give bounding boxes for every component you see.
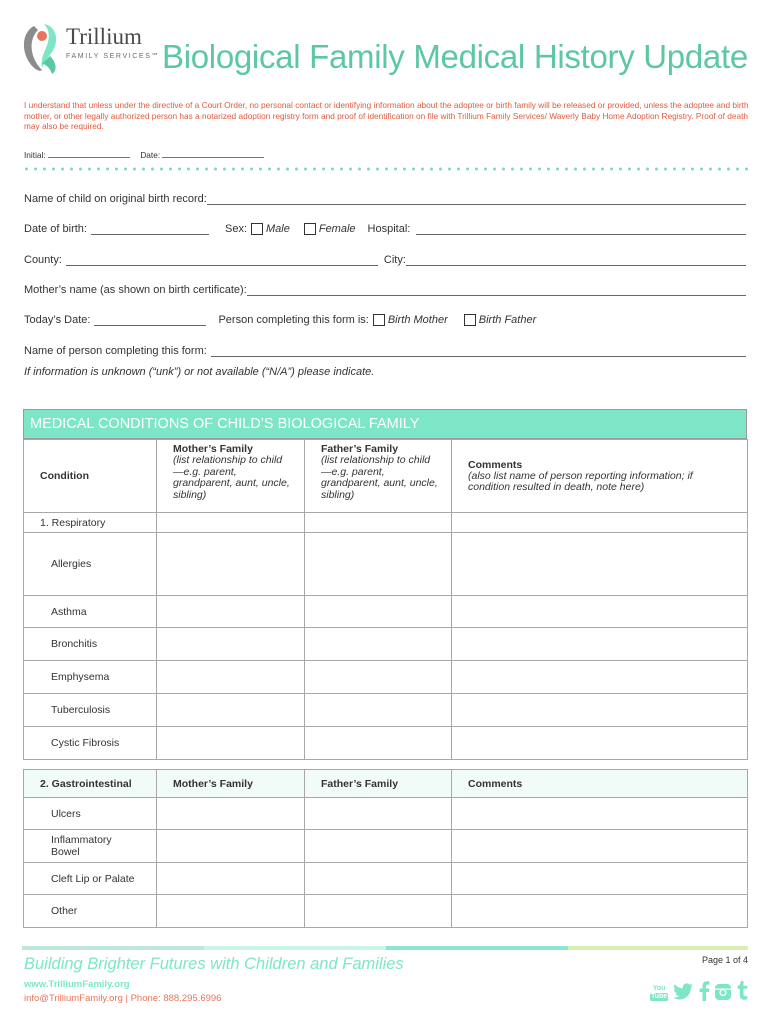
- father-family-header: Father’s Family: [305, 770, 452, 798]
- initial-date-row: [24, 150, 272, 160]
- mother-cell[interactable]: [157, 830, 305, 863]
- condition-cell: Other: [24, 895, 157, 928]
- condition-header: Condition: [24, 440, 157, 513]
- comments-cell[interactable]: [452, 830, 748, 863]
- footer-bar-2: [204, 946, 386, 950]
- condition-cell: Asthma: [24, 596, 157, 628]
- mother-name-label: Mother’s name (as shown on birth certificate):: [24, 284, 247, 296]
- condition-cell: Inflammatory Bowel: [24, 830, 157, 863]
- child-name-field[interactable]: [207, 193, 746, 205]
- father-cell[interactable]: [305, 895, 452, 928]
- footer-tagline: Building Brighter Futures with Children and Families: [24, 955, 404, 973]
- mother-cell[interactable]: [157, 596, 305, 628]
- mother-cell[interactable]: [157, 727, 305, 760]
- condition-cell: Cleft Lip or Palate: [24, 863, 157, 895]
- dob-label: Date of birth:: [24, 223, 87, 235]
- mother-family-title: Mother’s Family: [173, 443, 253, 455]
- mother-family-header: Mother’s Family: [157, 770, 305, 798]
- category-label: 1. Respiratory: [24, 513, 157, 533]
- mother-cell[interactable]: [157, 694, 305, 727]
- county-city-row: [24, 250, 746, 266]
- city-label: City:: [383, 254, 406, 266]
- comments-cell[interactable]: [452, 596, 748, 628]
- date-label: Date:: [140, 150, 161, 160]
- comments-cell[interactable]: [452, 513, 748, 533]
- person-label: Person completing this form is:: [218, 314, 369, 326]
- father-cell[interactable]: [305, 830, 452, 863]
- father-cell[interactable]: [305, 727, 452, 760]
- mother-family-subtitle: (list relationship to child—e.g. parent, grandparent, aunt, uncle, sibling): [173, 454, 290, 501]
- child-name-row: [24, 189, 746, 205]
- father-cell[interactable]: [305, 513, 452, 533]
- table-row: [24, 727, 748, 760]
- dob-row: [24, 219, 746, 235]
- mother-cell[interactable]: [157, 798, 305, 830]
- comments-header: Comments: [452, 770, 748, 798]
- county-field[interactable]: [66, 254, 378, 266]
- gastrointestinal-table: [23, 769, 748, 928]
- today-label: Today’s Date:: [24, 314, 91, 326]
- category-label: 2. Gastrointestinal: [24, 770, 157, 798]
- male-checkbox[interactable]: [251, 223, 263, 235]
- table-row: [24, 661, 748, 694]
- mother-cell[interactable]: [157, 513, 305, 533]
- table-row: [24, 895, 748, 928]
- completer-name-label: Name of person completing this form:: [24, 345, 207, 357]
- comments-title: Comments: [468, 458, 523, 471]
- mother-family-header: [157, 440, 305, 513]
- footer-bar-1: [22, 946, 204, 950]
- condition-cell: Allergies: [24, 533, 157, 596]
- table-row: [24, 830, 748, 863]
- dotted-divider: [22, 167, 748, 171]
- initial-label: Initial:: [24, 150, 46, 160]
- hospital-label: Hospital:: [367, 223, 411, 235]
- father-family-header: [305, 440, 452, 513]
- mother-cell[interactable]: [157, 863, 305, 895]
- table-row: [24, 863, 748, 895]
- birth-father-label: Birth Father: [478, 314, 537, 326]
- social-icons: [650, 981, 748, 1001]
- male-label: Male: [266, 223, 290, 235]
- facebook-icon[interactable]: [698, 981, 710, 1001]
- comments-cell[interactable]: [452, 694, 748, 727]
- page-number: Page 1 of 4: [701, 955, 748, 965]
- mother-cell[interactable]: [157, 533, 305, 596]
- comments-cell[interactable]: [452, 863, 748, 895]
- father-cell[interactable]: [305, 596, 452, 628]
- unknown-note: If information is unknown (“unk”) or not available (“N/A”) please indicate.: [24, 366, 375, 378]
- dob-field[interactable]: [91, 223, 209, 235]
- youtube-icon[interactable]: [650, 985, 668, 1001]
- hospital-field[interactable]: [416, 223, 746, 235]
- condition-cell: Ulcers: [24, 798, 157, 830]
- page-title: Biological Family Medical History Update: [162, 38, 748, 75]
- condition-cell: Bronchitis: [24, 628, 157, 661]
- father-family-title: Father’s Family: [321, 443, 399, 455]
- comments-cell[interactable]: [452, 628, 748, 661]
- child-name-label: Name of child on original birth record:: [24, 193, 207, 205]
- birth-mother-label: Birth Mother: [387, 314, 448, 326]
- comments-cell[interactable]: [452, 661, 748, 694]
- father-cell[interactable]: [305, 798, 452, 830]
- condition-cell: Emphysema: [24, 661, 157, 694]
- table-row: [24, 798, 748, 830]
- category-row: [24, 513, 748, 533]
- father-cell[interactable]: [305, 628, 452, 661]
- completer-row: [24, 341, 746, 357]
- contact-info[interactable]: info@TrilliumFamily.org | Phone: 888.295.6996: [24, 993, 222, 1004]
- initial-field[interactable]: [48, 150, 130, 158]
- mother-name-row: [24, 280, 746, 296]
- table-header-row: [24, 770, 748, 798]
- sex-label: Sex:: [224, 223, 247, 235]
- mother-name-field[interactable]: [247, 284, 746, 296]
- city-field[interactable]: [406, 254, 746, 266]
- comments-cell[interactable]: [452, 727, 748, 760]
- table-row: [24, 596, 748, 628]
- footer-bar-4: [568, 946, 748, 950]
- logo-wordmark: Trillium: [66, 24, 142, 49]
- comments-cell[interactable]: [452, 798, 748, 830]
- birth-father-checkbox[interactable]: [464, 314, 476, 326]
- condition-cell: Cystic Fibrosis: [24, 727, 157, 760]
- father-cell[interactable]: [305, 694, 452, 727]
- website-link[interactable]: www.TrilliumFamily.org: [24, 979, 130, 990]
- today-field[interactable]: [94, 314, 206, 326]
- instagram-icon[interactable]: [714, 983, 732, 1001]
- mother-cell[interactable]: [157, 661, 305, 694]
- twitter-icon[interactable]: [672, 983, 694, 1001]
- section-banner: MEDICAL CONDITIONS OF CHILD’S BIOLOGICAL FAMILY: [23, 409, 747, 439]
- female-label: Female: [318, 223, 356, 235]
- table-row: [24, 533, 748, 596]
- date-field[interactable]: [162, 150, 264, 158]
- father-cell[interactable]: [305, 533, 452, 596]
- footer-bar-3: [386, 946, 568, 950]
- county-label: County:: [24, 254, 62, 266]
- father-family-subtitle: (list relationship to child—e.g. parent, grandparent, aunt, uncle, sibling): [321, 454, 438, 501]
- today-row: [24, 310, 746, 326]
- youtube-icon-top: You: [652, 985, 666, 992]
- mother-cell[interactable]: [157, 628, 305, 661]
- comments-header: [452, 440, 748, 513]
- condition-cell: Tuberculosis: [24, 694, 157, 727]
- birth-mother-checkbox[interactable]: [373, 314, 385, 326]
- father-cell[interactable]: [305, 863, 452, 895]
- respiratory-table: [23, 439, 748, 760]
- comments-cell[interactable]: [452, 533, 748, 596]
- comments-subtitle: (also list name of person reporting information; if condition resulted in death, note here): [468, 469, 693, 493]
- youtube-icon-bottom: Tube: [651, 993, 668, 1000]
- tumblr-icon[interactable]: [736, 981, 748, 1001]
- table-row: [24, 628, 748, 661]
- table-header-row: [24, 440, 748, 513]
- completer-name-field[interactable]: [211, 345, 746, 357]
- father-cell[interactable]: [305, 661, 452, 694]
- mother-cell[interactable]: [157, 895, 305, 928]
- disclaimer-text: I understand that unless under the directive of a Court Order, no personal contact or identifying information about the adoptee or birth family will be released or provided, unless the adoptee and birth mother, or other legally authorized person has a notarized adoption registry form and proof of identification on file with Trillium Family Services/ Waverly Baby Home Adoption Registry. Proof of death may also be required.: [24, 100, 749, 132]
- female-checkbox[interactable]: [304, 223, 316, 235]
- logo-subtitle: FAMILY SERVICES℠: [66, 53, 161, 60]
- table-row: [24, 694, 748, 727]
- comments-cell[interactable]: [452, 895, 748, 928]
